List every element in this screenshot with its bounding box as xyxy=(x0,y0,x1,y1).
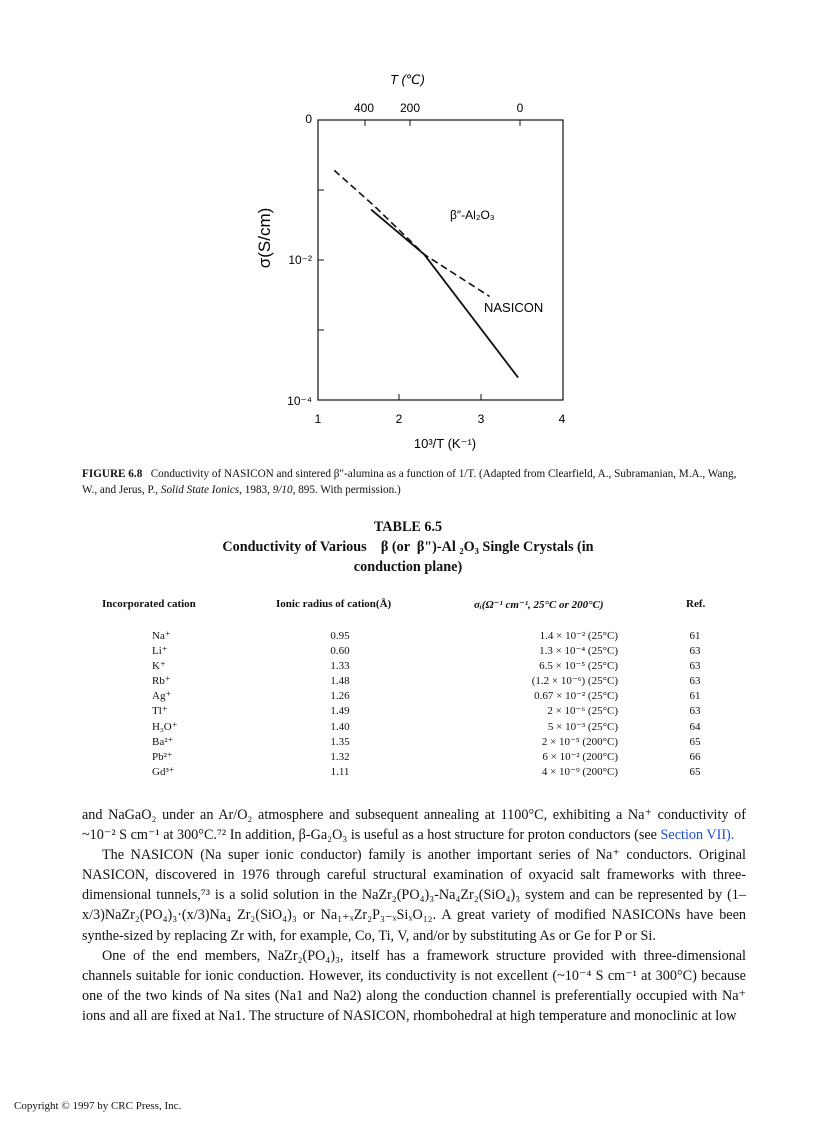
conductivity-plot xyxy=(250,68,580,458)
caption-label: FIGURE 6.8 xyxy=(82,468,143,480)
table-title-line2: conduction plane) xyxy=(353,559,463,575)
x-tick-3: 3 xyxy=(477,412,485,426)
caption-volume: 9/10 xyxy=(272,484,293,496)
table-title-line1: Conductivity of Various β (or β″)-Al ₂O₃ Single Crystals (in xyxy=(222,539,594,555)
table-cell: Ag⁺ xyxy=(152,690,172,703)
section-vii-link[interactable]: Section VII). xyxy=(660,827,735,844)
caption-mid: , 1983, xyxy=(239,484,273,496)
body-text xyxy=(82,805,746,1026)
top-axis-title: T (℃) xyxy=(390,72,425,87)
table-cell: 63 xyxy=(689,705,701,718)
table-cell: 2 × 10⁻⁵ (200°C) xyxy=(541,735,618,748)
y-axis-label: σ(S/cm) xyxy=(255,207,274,269)
table-cell: 66 xyxy=(689,750,701,763)
paragraph-3: One of the end members, NaZr₂(PO₄)₃, itself has a framework structure provided with three-dimensional channels suitable for ionic conduction. However, its conductivity is not excellent (~10⁻⁴ S cm⁻¹ at 300°C) because one of the two kinds of Na sites (Na1 and Na2) along the conduction channel is preferentially occupied with Na⁺ ions and all are fixed at Na1. The structure of NASICON, rhombohedral at high temperature and monoclinic at low xyxy=(82,947,746,1024)
table-cell: H₃O⁺ xyxy=(152,720,178,733)
beta-alumina-series-line xyxy=(334,170,489,296)
table-label: TABLE 6.5 xyxy=(373,519,443,535)
x-tick-2: 2 xyxy=(395,412,403,426)
table-cell: Ba²⁺ xyxy=(152,735,174,748)
table-cell: 1.4 × 10⁻² (25°C) xyxy=(539,630,618,642)
paragraph-1 xyxy=(82,805,746,845)
table-cell: 5 × 10⁻³ (25°C) xyxy=(547,720,618,733)
table-cell: 1.3 × 10⁻⁴ (25°C) xyxy=(539,645,618,658)
header-ref: Ref. xyxy=(686,598,706,610)
paragraph-2: The NASICON (Na super ionic conductor) family is another important series of Na⁺ conductors. Original NASICON, discovered in 1976 through careful structural examination of oxyacid salt frameworks with three-dimensional tunnels,⁷³ is a solid solution in the NaZr₂(PO₄)₃-Na₄Zr₂(SiO₄)₃ system and can be represented by (1–x/3)NaZr₂(PO₄)₃·(x/3)Na₄ Zr₂(SiO₄)₃ or Na₁₊ₓZr₂P₃₋ₓSiₓO₁₂. A great variety of modified NASICONs have been synthe-sized by replacing Zr with, for example, Co, Ti, V, and/or by substituting As or Ge for P or Si. xyxy=(82,847,746,944)
beta-alumina-label: β″-Al₂O₃ xyxy=(450,208,495,222)
table-cell: 1.32 xyxy=(330,750,350,763)
table-cell: 1.40 xyxy=(330,720,350,733)
table-cell: 65 xyxy=(689,765,701,778)
table-cell: 1.49 xyxy=(330,705,350,718)
y-tick-1e-2: 10⁻² xyxy=(288,253,312,267)
table-cell: 2 × 10⁻⁶ (25°C) xyxy=(547,705,618,718)
table-cell: 63 xyxy=(689,675,701,688)
plot-frame xyxy=(318,120,563,400)
x-tick-4: 4 xyxy=(558,412,566,426)
caption-end: , 895. With permission.) xyxy=(292,484,401,496)
y-tick-1e-4: 10⁻⁴ xyxy=(287,394,312,408)
caption-journal: Solid State Ionics xyxy=(160,484,240,496)
top-tick-200: 200 xyxy=(399,101,421,115)
header-cation: Incorporated cation xyxy=(102,598,196,610)
figure-caption xyxy=(82,466,752,498)
table-cell: 4 × 10⁻⁹ (200°C) xyxy=(541,765,618,778)
table-cell: 61 xyxy=(689,630,701,642)
table-cell: Rb⁺ xyxy=(152,675,171,688)
table-cell: 1.48 xyxy=(330,675,350,688)
table-cell: Na⁺ xyxy=(152,630,171,642)
table-cell: 0.60 xyxy=(330,645,350,658)
table-cell: 6 × 10⁻² (200°C) xyxy=(542,750,618,763)
column-radius xyxy=(300,629,380,780)
table-cell: (1.2 × 10⁻⁶) (25°C) xyxy=(531,675,618,688)
table-cell: 64 xyxy=(689,720,701,733)
nasicon-label: NASICON xyxy=(484,300,544,315)
table-cell: 1.35 xyxy=(330,735,350,748)
caption-text: Conductivity of NASICON and sintered β″-alumina as a function of 1/T. (Adapted from Clearfield, A., Subramanian, M.A., Wang, W., and Jerus, P., xyxy=(82,468,737,496)
table-cell: Pb²⁺ xyxy=(152,750,173,763)
column-ref xyxy=(680,629,710,780)
copyright-footer: Copyright © 1997 by CRC Press, Inc. xyxy=(14,1100,182,1112)
table-cell: 1.11 xyxy=(330,765,350,778)
table-cell: 65 xyxy=(689,735,701,748)
table-cell: K⁺ xyxy=(152,660,166,673)
paragraph-1-text: and NaGaO₂ under an Ar/O₂ atmosphere and subsequent annealing at 1100°C, exhibiting a Na⁺ conductivity of ~10⁻² S cm⁻¹ at 300°C.⁷² In addition, β-Ga₂O₃ is useful as a host structure for proton conductors (see xyxy=(82,807,746,844)
column-cation xyxy=(152,629,178,780)
table-cell: 0.67 × 10⁻² (25°C) xyxy=(534,690,618,703)
x-tick-1: 1 xyxy=(314,412,322,426)
table-cell: Li⁺ xyxy=(152,645,168,658)
table-cell: Tl⁺ xyxy=(152,705,168,718)
table-cell: 61 xyxy=(689,690,701,703)
table-cell: 1.33 xyxy=(330,660,350,673)
x-axis-label: 10³/T (K⁻¹) xyxy=(413,436,477,451)
table-cell: 63 xyxy=(689,645,701,658)
nasicon-series-line xyxy=(371,210,518,378)
table-cell: 1.26 xyxy=(330,690,350,703)
table-cell: 6.5 × 10⁻⁵ (25°C) xyxy=(539,660,618,673)
column-conductivity xyxy=(470,629,618,780)
table-cell: 0.95 xyxy=(330,630,350,642)
top-tick-0: 0 xyxy=(516,101,524,115)
table-cell: 63 xyxy=(689,660,701,673)
header-radius: Ionic radius of cation(Å) xyxy=(276,598,392,610)
header-conductivity: σᵢ(Ω⁻¹ cm⁻¹, 25°C or 200°C) xyxy=(474,599,604,611)
y-tick-0: 0 xyxy=(305,112,312,126)
top-tick-400: 400 xyxy=(353,101,375,115)
table-cell: Gd³⁺ xyxy=(152,765,175,778)
